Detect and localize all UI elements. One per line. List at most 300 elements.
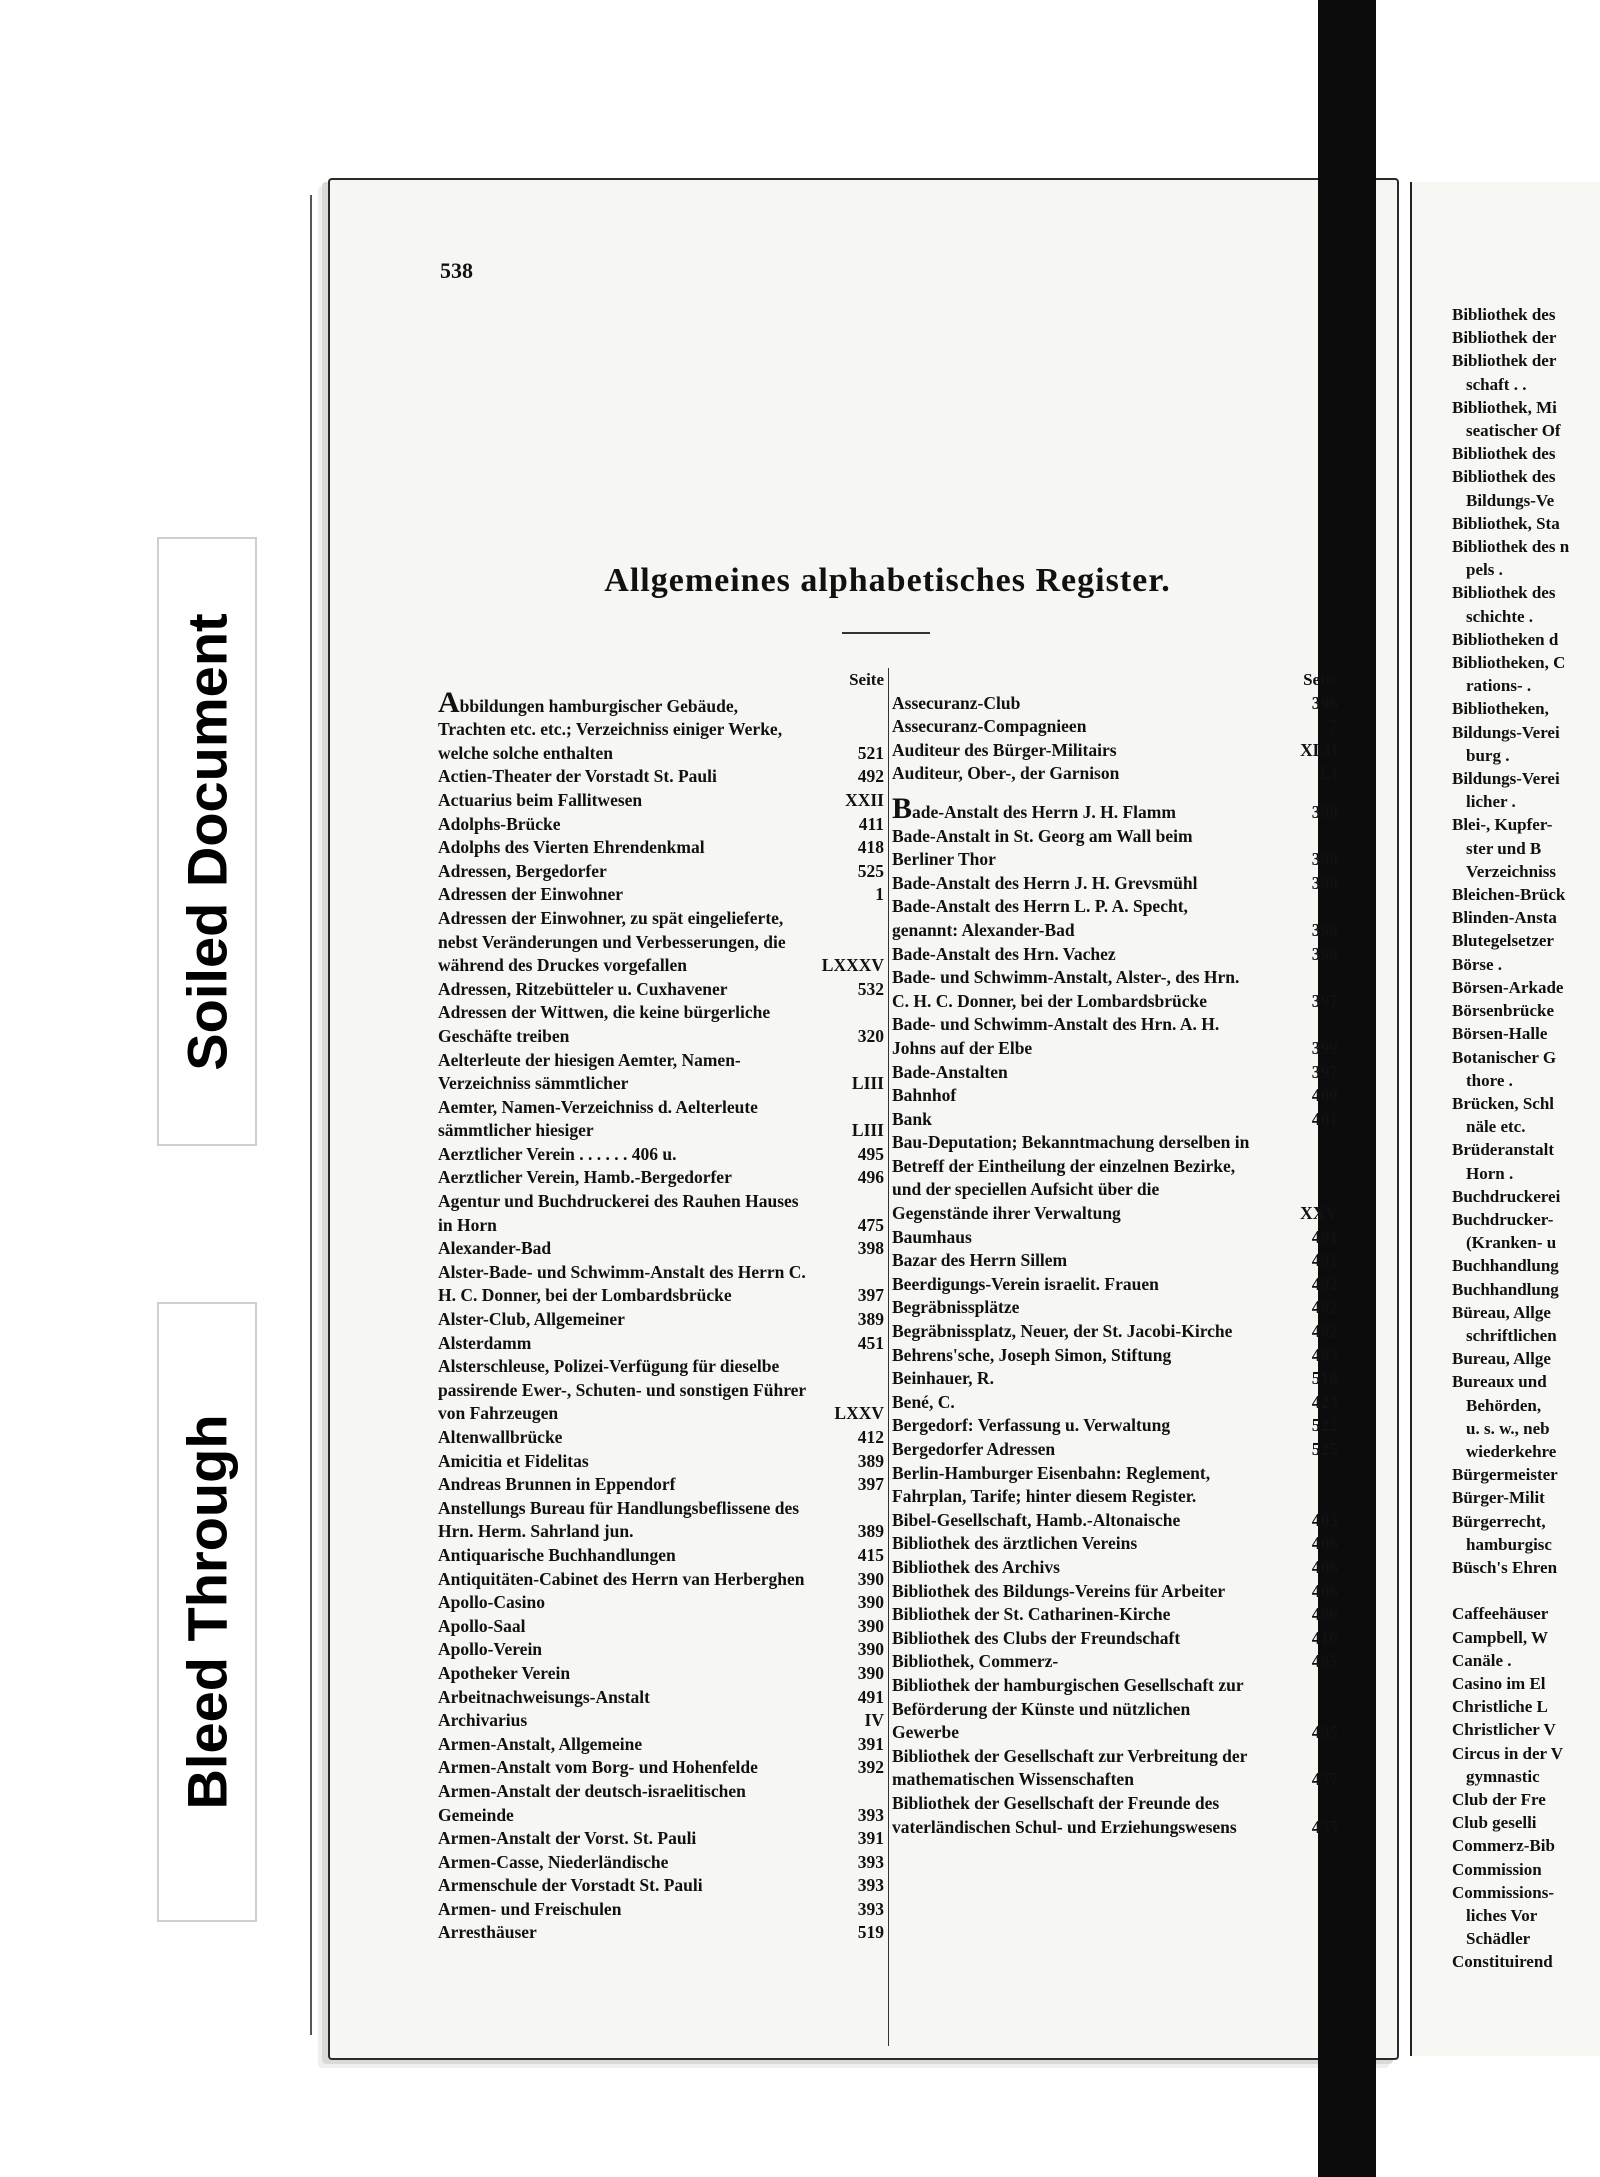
entry-text: Bazar des Herrn Sillem [892,1250,1068,1271]
left-column [438,668,886,1945]
facing-page-line: Buchdruckerei [1452,1186,1561,1206]
entry-text: Bibliothek, Commerz- [892,1651,1059,1672]
entry-page-ref: 451 [857,1332,884,1353]
column-divider [888,668,889,2046]
entry-page-ref: 412 [857,1427,884,1447]
facing-page-line: schichte . [1466,606,1534,626]
entry-text: Trachten etc. etc.; Verzeichniss einiger Werke, welche solche enthalten [438,719,783,763]
entry-text: Bade-Anstalt des Herrn J. H. Flamm [892,791,1176,825]
entry-page-ref: 398 [1311,872,1338,893]
register-entry [892,1532,1340,1556]
register-entry [892,1249,1340,1273]
register-entry [438,1166,886,1190]
facing-page-line: Horn . [1466,1163,1514,1183]
register-entry [438,907,886,978]
entry-page-ref: 398 [1311,943,1338,964]
entry-text: Bade-Anstalt des Hrn. Vachez [892,943,1116,964]
entry-page-ref: 437 [1311,1769,1338,1790]
soiled-document-tag [157,537,257,1146]
entry-page-ref: 496 [857,1167,884,1188]
register-entry [438,1049,886,1096]
facing-page-line: gymnastic [1466,1766,1540,1786]
facing-page-line: Bibliotheken d [1452,629,1559,649]
entry-page-ref: 525 [1311,1439,1338,1459]
facing-page-line: Constituirend [1452,1952,1553,1972]
register-entry [438,1143,886,1167]
left-entry-list [438,685,886,1945]
facing-page-line: Buchhandlung [1452,1279,1559,1299]
facing-page-line: Commissions- [1452,1882,1555,1902]
entry-text: Alsterdamm [438,1332,532,1353]
register-entry [892,1414,1340,1438]
facing-page-line: u. s. w., neb [1466,1418,1550,1438]
register-entry [438,1921,886,1945]
entry-text: Bibliothek der St. Catharinen-Kirche [892,1604,1171,1625]
facing-page-line: Brücken, Schl [1452,1093,1555,1113]
facing-page-line: licher . [1466,792,1516,812]
facing-page-line: Bureaux und [1452,1372,1547,1392]
facing-page-line: Club der Fre [1452,1790,1546,1809]
register-entry [438,765,886,789]
register-entry [892,1013,1340,1060]
entry-text: Adressen der Einwohner [438,884,624,905]
entry-page-ref: 393 [857,1851,884,1872]
entry-page-ref: LXXV [834,1403,884,1424]
facing-page-line: rations- . [1466,676,1532,696]
entry-text: Adressen, Ritzebütteler u. Cuxhavener [438,978,728,999]
entry-page-ref: 7 [1329,716,1338,737]
entry-text: Bibliothek des ärztlichen Vereins [892,1533,1138,1554]
facing-page-line: Börsen-Arkade [1452,977,1564,997]
facing-page-line: Christliche L [1452,1697,1548,1717]
soiled-document-label: Soiled Document [175,612,239,1071]
facing-page-line: Bibliotheken, [1452,699,1549,719]
facing-page-line: Bibliothek des [1452,467,1556,487]
register-entry [438,718,886,765]
entry-page-ref: 397 [1311,1061,1338,1082]
entry-text: Armen-Anstalt der deutsch-israelitischen Gemeinde [438,1780,746,1825]
entry-text: Beinhauer, R. [892,1368,994,1389]
entry-text: Bibliothek der Gesellschaft der Freunde des vaterländischen Schul- und Erziehungswesens [892,1792,1237,1837]
entry-page-ref: 491 [857,1686,884,1707]
register-entry [438,1568,886,1592]
facing-page-entries [1452,303,1600,1974]
entry-page-ref: 390 [857,1639,884,1660]
entry-text: Alster-Club, Allgemeiner [438,1309,625,1330]
entry-text: Baumhaus [892,1226,972,1247]
facing-page-line: Bibliothek des [1452,583,1556,603]
entry-page-ref: XLII [1300,739,1338,760]
entry-text: Bergedorfer Adressen [892,1439,1056,1459]
entry-page-ref: 519 [857,1922,884,1943]
entry-page-ref: 389 [857,1450,884,1471]
bleed-through-label: Bleed Through [175,1414,239,1810]
entry-page-ref: 398 [1311,801,1338,822]
entry-page-ref: 525 [857,860,884,881]
register-entry [892,1084,1340,1108]
entry-page-ref: 403 [1311,1344,1338,1365]
entry-text: Berlin-Hamburger Eisenbahn: Reglement, Fahrplan, Tarife; hinter diesem Register. [892,1462,1211,1507]
facing-page-line: Bibliothek der [1452,351,1557,371]
register-entry [438,1355,886,1426]
facing-page-line: näle etc. [1466,1117,1526,1137]
page-number: 538 [440,258,473,283]
entry-text: Armen-Anstalt der Vorst. St. Pauli [438,1828,697,1849]
register-entry [438,1332,886,1356]
entry-text: Aemter, Namen-Verzeichniss d. Aelterleute sämmtlicher hiesiger [438,1096,758,1141]
register-entry [892,1509,1340,1533]
facing-page-line: Circus in der V [1452,1743,1563,1763]
entry-text: Arbeitnachweisungs-Anstalt [438,1686,650,1707]
facing-page-line: Club geselli [1452,1813,1537,1833]
facing-page-line: pels . [1466,560,1503,580]
entry-page-ref: 401 [1311,1108,1338,1129]
page-title: Allgemeines alphabetisches Register. [604,562,1171,599]
register-entry [438,1450,886,1474]
entry-text: Archivarius [438,1710,528,1731]
entry-page-ref: 393 [857,1804,884,1825]
register-entry [438,1497,886,1544]
entry-text: Bibel-Gesellschaft, Hamb.-Altonaische [892,1509,1181,1530]
entry-page-ref: XXV [1300,1203,1338,1224]
facing-page-line: Blutegelsetzer [1452,931,1554,951]
entry-text: Bibliothek der Gesellschaft zur Verbreitung der mathematischen Wissenschaften [892,1745,1248,1790]
facing-page-line: Börsen-Halle [1452,1024,1548,1044]
register-entry [892,1108,1340,1132]
register-entry [892,791,1340,825]
register-entry [438,1591,886,1615]
facing-page-line: Bleichen-Brück [1452,885,1566,905]
entry-text: Agentur und Buchdruckerei des Rauhen Hauses in Horn [438,1191,799,1235]
facing-page-line: schriftlichen [1466,1325,1557,1345]
facing-page-line: wiederkehre [1466,1441,1557,1461]
facing-page-line: Bibliothek, Sta [1452,513,1560,533]
register-entry [892,762,1340,786]
entry-page-ref: 406 [1311,1556,1338,1577]
entry-page-ref: 522 [1311,1415,1338,1436]
entry-text: Bade- und Schwimm-Anstalt, Alster-, des Hrn. C. H. C. Donner, bei der Lombardsbrücke [892,967,1240,1011]
register-entry [892,1580,1340,1604]
register-entry [438,1851,886,1875]
entry-text: Adressen, Bergedorfer [438,860,607,881]
register-entry [438,1827,886,1851]
entry-page-ref: 415 [857,1544,884,1565]
bleed-through-tag [157,1302,257,1922]
entry-text: Aerztlicher Verein . . . . . . 406 u. [438,1143,677,1164]
entry-text: Bau-Deputation; Bekanntmachung derselben in Betreff der Eintheilung der einzelnen Bezirke, und der speciellen Aufsicht über die Gegenstände ihrer Verwaltung [892,1132,1250,1224]
register-entry [438,1898,886,1922]
left-column-header: Seite [849,670,884,689]
entry-page-ref: 397 [857,1285,884,1306]
facing-page-line: Börse . [1452,954,1503,974]
entry-text: Actuarius beim Fallitwesen [438,789,643,810]
register-entry [438,1473,886,1497]
entry-text: Beerdigungs-Verein israelit. Frauen [892,1273,1159,1294]
entry-page-ref: 475 [857,1214,884,1235]
section-initial-letter: B [892,791,913,825]
register-entry [892,1061,1340,1085]
facing-page-line: Buchhandlung [1452,1256,1559,1276]
register-entry [438,813,886,837]
entry-text: Adolphs-Brücke [438,813,561,834]
register-entry [892,1131,1340,1225]
entry-page-ref: 402 [1311,1273,1338,1294]
register-entry [438,1874,886,1898]
register-entry [438,1756,886,1780]
entry-text: Bibliothek des Clubs der Freundschaft [892,1627,1181,1648]
entry-page-ref: 401 [1311,1250,1338,1271]
register-entry [892,1367,1340,1391]
register-entry [892,1650,1340,1674]
entry-text: Armen-Casse, Niederländische [438,1851,669,1872]
register-entry [438,1237,886,1261]
register-entry [892,692,1340,716]
register-entry [892,966,1340,1013]
facing-page-line: Behörden, [1466,1395,1542,1415]
facing-page-line: burg . [1466,745,1510,765]
entry-page-ref: 398 [1311,849,1338,870]
register-entry [892,1320,1340,1344]
right-column [892,668,1340,1839]
facing-page-line: Christlicher V [1452,1720,1556,1740]
facing-page-line: Schädler [1466,1929,1531,1949]
entry-page-ref: 400 [1311,1085,1338,1106]
register-entry [892,1226,1340,1250]
entry-text: Alexander-Bad [438,1238,552,1259]
register-entry [892,1273,1340,1297]
entry-text: Actien-Theater der Vorstadt St. Pauli [438,766,717,787]
facing-page-line: Bibliothek der [1452,328,1557,348]
register-entry [892,1391,1340,1415]
entry-text: Bade-Anstalt des Herrn J. H. Grevsmühl [892,872,1198,893]
entry-text: Behrens'sche, Joseph Simon, Stiftung [892,1344,1172,1365]
facing-page-line: Bürger-Milit [1452,1488,1545,1508]
register-entry [438,1544,886,1568]
register-entry [892,943,1340,967]
entry-page-ref: 393 [857,1875,884,1896]
entry-page-ref: LIII [851,1120,884,1141]
entry-page-ref: 435 [1311,1816,1338,1837]
entry-page-ref: 390 [857,1662,884,1683]
entry-page-ref: 401 [1311,1226,1338,1247]
facing-page-line: Bildungs-Verei [1452,722,1560,742]
entry-text: Bené, C. [892,1391,955,1412]
entry-text: Armen-Anstalt vom Borg- und Hohenfelde [438,1757,758,1778]
entry-text: Antiquitäten-Cabinet des Herrn van Herberghen [438,1568,805,1589]
register-entry [892,1296,1340,1320]
register-entry [892,825,1340,872]
entry-page-ref: 1 [875,884,884,905]
entry-page-ref: 406 [1311,1604,1338,1625]
facing-page-line: seatischer Of [1466,421,1561,441]
facing-page-line: Bibliothek des [1452,305,1556,324]
entry-page-ref: 521 [857,742,884,763]
entry-text: Armen- und Freischulen [438,1898,622,1919]
entry-text: Bade-Anstalten [892,1061,1008,1082]
entry-text: Bade-Anstalt in St. Georg am Wall beim Berliner Thor [892,825,1193,870]
facing-page-line: Börsenbrücke [1452,1001,1554,1021]
register-entry [892,1344,1340,1368]
entry-page-ref: 418 [857,837,884,858]
facing-page-line: Büsch's Ehren [1452,1557,1558,1577]
entry-text: Arresthäuser [438,1922,537,1943]
entry-page-ref: 396 [1311,692,1338,713]
register-entry [438,1190,886,1237]
entry-page-ref: XXII [845,789,884,810]
register-entry [438,1733,886,1757]
letter-section-gap [892,786,1340,798]
entry-text: Anstellungs Bureau für Handlungsbeflissene des Hrn. Herm. Sahrland jun. [438,1497,800,1542]
entry-page-ref: LIII [851,1073,884,1094]
register-entry [892,1627,1340,1651]
entry-page-ref: 397 [1311,990,1338,1011]
register-entry [438,1308,886,1332]
facing-page-line: Commission [1452,1859,1542,1879]
entry-text: Bibliothek des Archivs [892,1556,1060,1577]
entry-page-ref: 495 [857,1143,884,1164]
facing-page-line: Canäle . [1452,1650,1512,1670]
facing-page-line: Bureau, Allge [1452,1349,1551,1369]
facing-page-line: liches Vor [1466,1906,1538,1926]
entry-text: Adressen der Wittwen, die keine bürgerliche Geschäfte treiben [438,1002,771,1046]
entry-page-ref: 403 [1311,1509,1338,1530]
register-entry [438,836,886,860]
facing-page-line: Botanischer G [1452,1047,1557,1067]
facing-page-line: thore . [1466,1070,1513,1090]
entry-text: Aerztlicher Verein, Hamb.-Bergedorfer [438,1167,732,1188]
entry-text: Antiquarische Buchhandlungen [438,1544,676,1565]
register-entry [438,1686,886,1710]
facing-page-line: Bibliothek des n [1452,537,1570,557]
title-rule [842,632,930,634]
entry-page-ref: 390 [857,1592,884,1613]
facing-page-line: Casino im El [1452,1673,1546,1693]
facing-page-line: Büreau, Allge [1452,1302,1551,1322]
entry-text: Assecuranz-Club [892,692,1021,713]
entry-text: Auditeur, Ober-, der Garnison [892,763,1120,784]
register-entry [438,685,886,719]
register-entry [892,739,1340,763]
entry-page-ref: 389 [857,1521,884,1542]
entry-text: Amicitia et Fidelitas [438,1450,589,1471]
facing-page-line: Verzeichniss [1466,861,1557,881]
entry-text: Andreas Brunnen in Eppendorf [438,1474,676,1495]
facing-page-line: Buchdrucker- [1452,1209,1554,1229]
entry-page-ref: LI [1319,763,1338,784]
entry-page-ref: 392 [857,1757,884,1778]
register-entry [892,872,1340,896]
entry-text: Alsterschleuse, Polizei-Verfügung für dieselbe passirende Ewer-, Schuten- und sonstigen Führer von Fahrzeugen [438,1356,806,1424]
entry-page-ref: 398 [857,1238,884,1259]
entry-text: Auditeur des Bürger-Militairs [892,739,1117,760]
facing-page-line: Bürgerrecht, [1452,1511,1546,1531]
register-entry [438,1096,886,1143]
entry-page-ref: 391 [857,1733,884,1754]
section-initial-letter: A [438,685,460,719]
entry-page-ref: 390 [857,1568,884,1589]
entry-text: Bergedorf: Verfassung u. Verwaltung [892,1415,1171,1436]
register-entry [892,715,1340,739]
entry-page-ref: 416 [1311,1627,1338,1648]
entry-text: Abbildungen hamburgischer Gebäude, [438,685,738,719]
facing-page-line: Brüderanstalt [1452,1140,1554,1160]
register-entry [892,1462,1340,1509]
entry-page-ref: 391 [857,1828,884,1849]
entry-page-ref: 405 [1311,1722,1338,1743]
entry-text: Adolphs des Vierten Ehrendenkmal [438,837,705,858]
facing-page-line: Bibliotheken, C [1452,653,1566,673]
facing-page-line: Bildungs-Verei [1452,769,1560,789]
entry-text: Aelterleute der hiesigen Aemter, Namen-Verzeichniss sämmtlicher [438,1049,741,1094]
register-entry [438,1261,886,1308]
facing-page-line: schaft . . [1466,374,1527,394]
register-entry [438,860,886,884]
entry-text: Bade- und Schwimm-Anstalt des Hrn. A. H. Johns auf der Elbe [892,1014,1220,1058]
facing-page-line: Caffeehäuser [1452,1604,1549,1624]
entry-page-ref: IV [864,1710,884,1731]
register-entry [892,1438,1340,1462]
entry-text: Bade-Anstalt des Herrn L. P. A. Specht, genannt: Alexander-Bad [892,896,1188,940]
entry-text: Apollo-Casino [438,1592,545,1613]
entry-text: Bank [892,1108,932,1129]
entry-text: Bibliothek der hamburgischen Gesellschaft zur Beförderung der Künste und nützlichen Gewerbe [892,1674,1244,1743]
entry-page-ref: 397 [857,1474,884,1495]
entry-page-ref: 398 [1311,919,1338,940]
entry-text: Alster-Bade- und Schwimm-Anstalt des Herrn C. H. C. Donner, bei der Lombardsbrücke [438,1261,806,1306]
register-entry [438,978,886,1002]
register-entry [438,789,886,813]
entry-page-ref: 320 [857,1025,884,1046]
facing-page-line: Bildungs-Ve [1466,490,1555,510]
entry-text: Armenschule der Vorstadt St. Pauli [438,1875,703,1896]
entry-page-ref: 510 [1311,1368,1338,1389]
register-entry [892,1603,1340,1627]
facing-page-line: Bürgermeister [1452,1465,1558,1485]
register-entry [892,895,1340,942]
entry-page-ref: 492 [857,766,884,787]
register-entry [892,1674,1340,1745]
entry-page-ref: 402 [1311,1297,1338,1318]
entry-text: Bahnhof [892,1085,957,1106]
right-column-header: Seite [1303,670,1338,689]
register-entry [438,1638,886,1662]
facing-page-line: Blei-, Kupfer- [1452,815,1553,835]
register-entry [892,1792,1340,1839]
register-entry [892,1745,1340,1792]
facing-page-line: Blinden-Ansta [1452,908,1557,928]
entry-text: Adressen der Einwohner, zu spät eingelieferte, nebst Veränderungen und Verbesserungen, die während des Druckes vorgefallen [438,907,786,976]
facing-page-line: Bibliothek des [1452,444,1556,464]
entry-page-ref: 390 [857,1615,884,1636]
facing-page-line: hamburgisc [1466,1534,1552,1554]
register-entry [892,1556,1340,1580]
register-entry [438,1780,886,1827]
entry-text: Apollo-Verein [438,1639,543,1660]
entry-text: Armen-Anstalt, Allgemeine [438,1733,643,1754]
entry-page-ref: 406 [1311,1533,1338,1554]
entry-text: Bibliothek des Bildungs-Vereins für Arbeiter [892,1580,1226,1601]
entry-text: Apollo-Saal [438,1615,526,1636]
entry-page-ref: 423 [1311,1391,1338,1412]
entry-text: Assecuranz-Compagnieen [892,716,1087,737]
facing-page-line [1452,1579,1600,1602]
entry-page-ref: 402 [1311,1321,1338,1342]
entry-page-ref: 532 [857,978,884,999]
register-entry [438,1709,886,1733]
entry-text: Begräbnissplätze [892,1297,1020,1318]
entry-page-ref: 393 [857,1898,884,1919]
register-entry [438,1662,886,1686]
